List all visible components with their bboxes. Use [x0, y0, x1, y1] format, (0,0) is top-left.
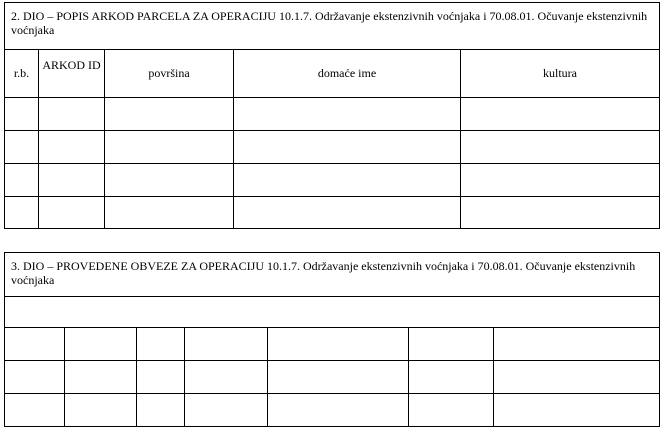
cell-kultura[interactable]	[461, 197, 660, 229]
table-cell[interactable]	[5, 361, 65, 394]
table-row	[5, 98, 660, 131]
table-row	[5, 197, 660, 229]
section-2-title: 2. DIO – POPIS ARKOD PARCELA ZA OPERACIJU 10.1.7. Održavanje ekstenzivnih voćnjaka i 70.08.01. Očuvanje ekstenzivnih voćnjaka	[5, 3, 660, 50]
table-row	[5, 131, 660, 164]
table-cell[interactable]	[409, 328, 494, 361]
cell-domace-ime[interactable]	[234, 164, 461, 197]
cell-arkod-id[interactable]	[39, 98, 105, 131]
table-cell[interactable]	[137, 361, 185, 394]
cell-arkod-id[interactable]	[39, 131, 105, 164]
table-cell[interactable]	[137, 394, 185, 427]
table-cell[interactable]	[268, 328, 409, 361]
section-3-title: 3. DIO – PROVEDENE OBVEZE ZA OPERACIJU 10.1.7. Održavanje ekstenzivnih voćnjaka i 70.08.01. Očuvanje ekstenzivnih voćnjaka	[5, 253, 660, 297]
cell-rb[interactable]	[5, 131, 39, 164]
cell-kultura[interactable]	[461, 131, 660, 164]
col-rb-header: r.b.	[5, 50, 39, 98]
cell-arkod-id[interactable]	[39, 197, 105, 229]
cell-kultura[interactable]	[461, 164, 660, 197]
cell-domace-ime[interactable]	[234, 131, 461, 164]
arkod-parcels-table	[4, 2, 660, 229]
table-cell[interactable]	[268, 394, 409, 427]
cell-povrsina[interactable]	[105, 164, 234, 197]
table-cell[interactable]	[494, 328, 660, 361]
cell-rb[interactable]	[5, 98, 39, 131]
table-row	[5, 361, 660, 394]
col-arkod-id-header: ARKOD ID	[39, 50, 105, 98]
table-cell[interactable]	[494, 361, 660, 394]
cell-arkod-id[interactable]	[39, 164, 105, 197]
col-domace-ime-header: domaće ime	[234, 50, 461, 98]
table-cell[interactable]	[494, 394, 660, 427]
table-cell[interactable]	[5, 328, 65, 361]
cell-domace-ime[interactable]	[234, 98, 461, 131]
table-cell[interactable]	[5, 394, 65, 427]
table-cell[interactable]	[185, 394, 268, 427]
table-cell[interactable]	[65, 394, 137, 427]
table-row	[5, 328, 660, 361]
cell-povrsina[interactable]	[105, 98, 234, 131]
cell-povrsina[interactable]	[105, 131, 234, 164]
table-row	[5, 297, 660, 328]
cell-rb[interactable]	[5, 197, 39, 229]
col-povrsina-header: površina	[105, 50, 234, 98]
table-cell[interactable]	[65, 361, 137, 394]
obligations-table	[4, 252, 660, 427]
table-cell[interactable]	[409, 361, 494, 394]
table-cell[interactable]	[185, 328, 268, 361]
cell-povrsina[interactable]	[105, 197, 234, 229]
col-kultura-header: kultura	[461, 50, 660, 98]
table-cell[interactable]	[137, 328, 185, 361]
table-cell[interactable]	[65, 328, 137, 361]
empty-header-cell[interactable]	[5, 297, 660, 328]
table-row	[5, 164, 660, 197]
cell-domace-ime[interactable]	[234, 197, 461, 229]
table-cell[interactable]	[185, 361, 268, 394]
cell-rb[interactable]	[5, 164, 39, 197]
table-cell[interactable]	[409, 394, 494, 427]
table-row	[5, 394, 660, 427]
table-cell[interactable]	[268, 361, 409, 394]
cell-kultura[interactable]	[461, 98, 660, 131]
